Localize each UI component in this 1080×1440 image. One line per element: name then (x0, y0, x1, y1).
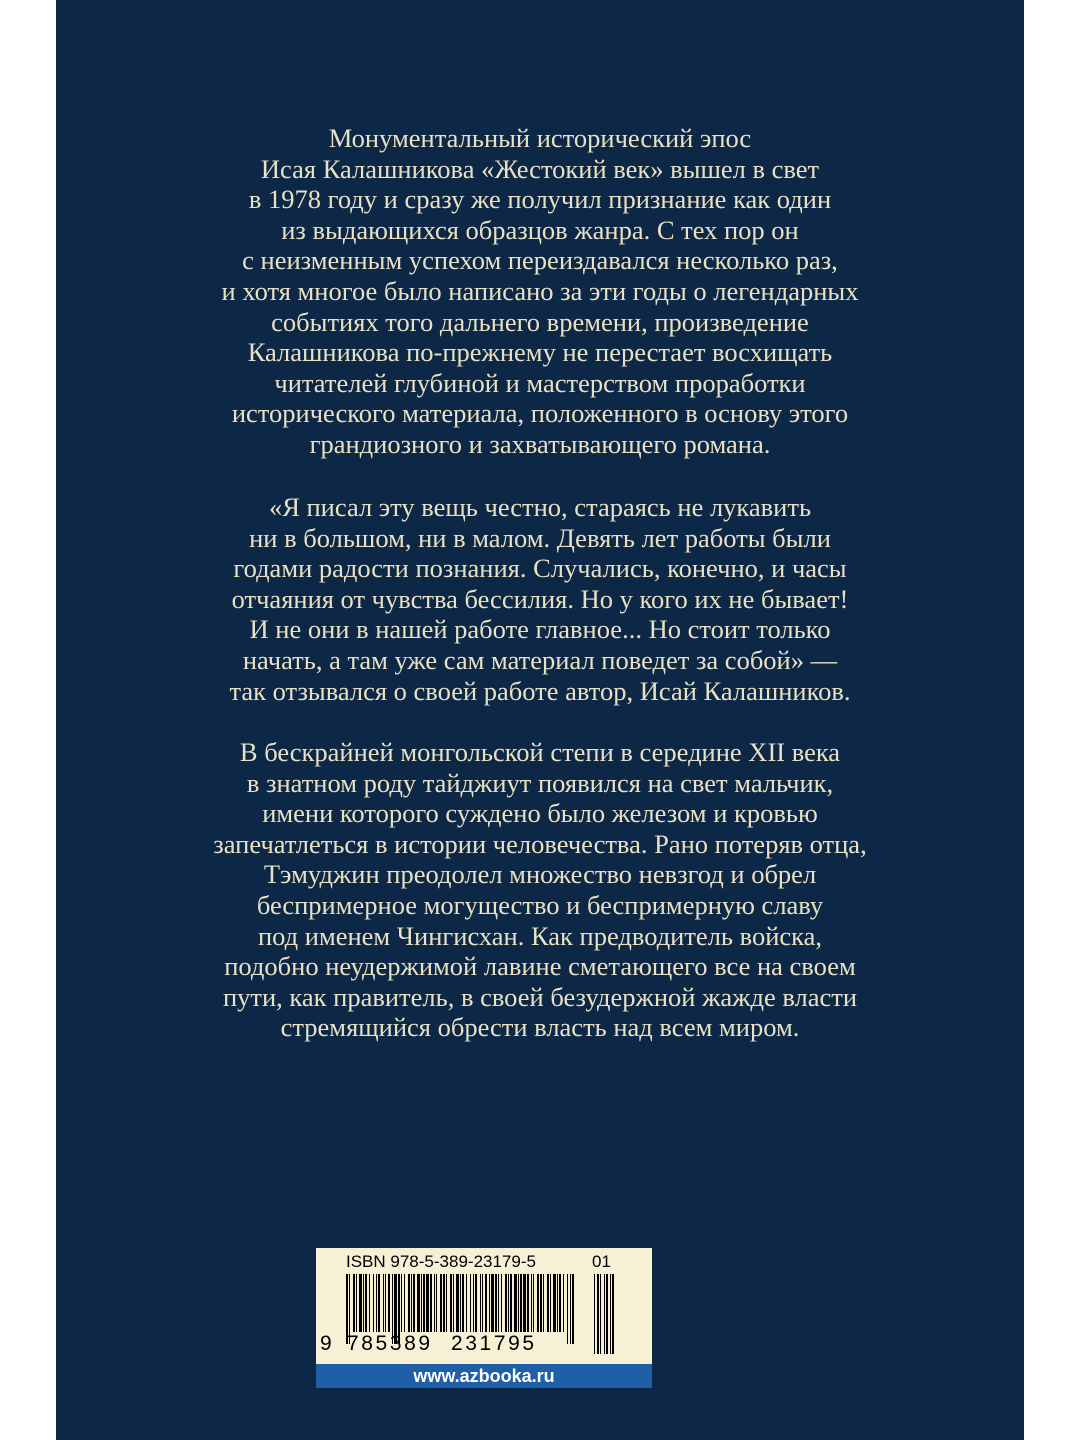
barcode-bar (436, 1274, 437, 1332)
barcode-bar (369, 1274, 370, 1332)
isbn-number: ISBN 978-5-389-23179-5 (346, 1252, 536, 1271)
annotation-paragraph-3 (56, 737, 1024, 1043)
barcode-bar (523, 1274, 526, 1332)
barcode-bar (373, 1274, 374, 1332)
barcode-bar (376, 1274, 377, 1332)
barcode-bar (378, 1274, 380, 1332)
barcode-label (316, 1248, 652, 1388)
barcode-bar (446, 1274, 447, 1332)
text-line: событиях того дальнего времени, произведение (271, 306, 809, 337)
barcode-bar (421, 1274, 422, 1332)
barcode-bar (408, 1274, 410, 1332)
barcode-bar (557, 1274, 558, 1332)
barcode-addon-code: 01 (592, 1252, 611, 1271)
barcode-bar (533, 1274, 534, 1332)
barcode-bar (537, 1274, 539, 1332)
barcode-bar (460, 1274, 461, 1332)
text-line: начать, а там уже сам материал поведет за собой» — (242, 644, 838, 675)
barcode-bar (531, 1274, 532, 1332)
ean-first-digit: 9 (320, 1332, 332, 1355)
barcode-bar (540, 1274, 542, 1332)
text-line: и хотя многое было написано за эти годы о легендарных (221, 275, 859, 306)
barcode-bar (508, 1274, 509, 1332)
text-line: «Я писал эту вещь честно, стараясь не лукавить (268, 492, 812, 522)
text-line: В бескрайней монгольской степи в середине XII века (239, 737, 841, 767)
barcode-bar (527, 1274, 529, 1332)
text-line: в знатном роду тайджиут появился на свет мальчик, (246, 767, 834, 798)
barcode-bar (470, 1274, 471, 1332)
text-line: под именем Чингисхан. Как предводитель войска, (257, 920, 823, 951)
text-line: с неизменным успехом переиздавался несколько раз, (242, 245, 838, 276)
text-line: Монументальный исторический эпос (328, 123, 752, 153)
text-line: читателей глубиной и мастерством проработки (274, 367, 806, 398)
barcode-bar (514, 1274, 517, 1332)
barcode-bar (480, 1274, 481, 1332)
barcode-bar (567, 1274, 568, 1344)
barcode-bar (359, 1274, 362, 1332)
barcode-bar (547, 1274, 549, 1332)
barcode-bar (518, 1274, 519, 1332)
barcode-bar (482, 1274, 483, 1332)
barcode-bar (388, 1274, 390, 1332)
text-line: Калашникова по-прежнему не перестает восхищать (247, 337, 833, 368)
barcode-bar (559, 1274, 561, 1332)
barcode-bar (413, 1274, 415, 1332)
barcode-bar (550, 1274, 551, 1332)
text-line: И не они в нашей работе главное... Но стоит только (249, 614, 831, 645)
text-line: пути, как правитель, в своей безудержной жажде власти (222, 981, 858, 1012)
barcode-addon-bar (606, 1274, 608, 1354)
barcode-addon-bar (594, 1274, 595, 1354)
barcode-bar (426, 1274, 429, 1332)
ean-right-digits: 231795 (451, 1332, 537, 1355)
text-line: годами радости познания. Случались, конечно, и часы (233, 553, 847, 584)
barcode-bar (411, 1274, 412, 1332)
barcode-addon-bar (597, 1274, 599, 1354)
barcode-bar (385, 1274, 386, 1332)
text-line: в 1978 году и сразу же получил признание как один (248, 184, 832, 215)
barcode-bar (495, 1274, 497, 1332)
barcode-bar (543, 1274, 544, 1332)
barcode-bar (401, 1274, 402, 1332)
text-line: подобно неудержимой лавине сметающего все на своем (224, 951, 856, 982)
barcode-addon-bar (600, 1274, 601, 1354)
barcode-bar (510, 1274, 512, 1332)
text-line: ни в большом, ни в малом. Девять лет работы были (249, 522, 831, 553)
barcode-bar (353, 1274, 355, 1332)
barcode-bar (501, 1274, 502, 1332)
barcode-bar (383, 1274, 384, 1332)
barcode-bar (466, 1274, 467, 1332)
barcode-bar (417, 1274, 420, 1332)
barcode-bar (489, 1274, 490, 1332)
barcode-bar (473, 1274, 474, 1332)
barcode-bar (365, 1274, 367, 1332)
text-line: Исая Калашникова «Жестокий век» вышел в свет (260, 153, 820, 184)
barcode-bar (356, 1274, 357, 1332)
text-line: исторического материала, положенного в основу этого (231, 398, 849, 429)
publisher-website: www.azbooka.ru (316, 1364, 652, 1388)
barcode-bar (505, 1274, 507, 1332)
text-line: Тэмуджин преодолел множество невзгод и обрел (263, 859, 817, 890)
text-line: отчаяния от чувства бессилия. Но у кого их не бывает! (231, 583, 849, 614)
annotation-paragraph-1 (56, 123, 1024, 460)
barcode-bar (456, 1274, 459, 1332)
barcode-bar (462, 1274, 464, 1332)
text-line: так отзывался о своей работе автор, Исай Калашников. (229, 675, 851, 706)
text-line: стремящийся обрести власть над всем миром. (280, 1012, 800, 1043)
barcode-bar (404, 1274, 405, 1332)
barcode-bar (572, 1274, 574, 1344)
barcode-bar (450, 1274, 452, 1332)
barcode-bar (423, 1274, 425, 1332)
text-line: беспримерное могущество и беспримерную славу (256, 889, 824, 920)
barcode-addon-bar (610, 1274, 611, 1354)
barcode-addon-bar (604, 1274, 605, 1354)
ean-left-digits: 785389 (347, 1332, 433, 1355)
text-line: запечатлеться в истории человечества. Рано потеряв отца, (213, 828, 867, 859)
text-line: из выдающихся образцов жанра. С тех пор он (281, 214, 799, 245)
barcode-addon-bar (612, 1274, 614, 1354)
text-line: грандиозного и захватывающего романа. (309, 428, 771, 459)
barcode-bar (453, 1274, 454, 1332)
barcode-bar (553, 1274, 556, 1332)
barcode-bar (363, 1274, 364, 1332)
barcode-bar (485, 1274, 487, 1332)
back-cover (56, 0, 1024, 1440)
barcode-bar (434, 1274, 435, 1332)
barcode-bar (443, 1274, 445, 1332)
barcode-bar (570, 1274, 571, 1344)
barcode-bar (440, 1274, 442, 1332)
barcode-bar (520, 1274, 522, 1332)
barcode-bar (563, 1274, 564, 1332)
barcode-bar (430, 1274, 432, 1332)
barcode-bar (491, 1274, 494, 1332)
text-line: имени которого суждено было железом и кровью (262, 798, 818, 829)
barcode-bar (498, 1274, 499, 1332)
barcode-bar (475, 1274, 477, 1332)
author-quote-paragraph (56, 492, 1024, 706)
